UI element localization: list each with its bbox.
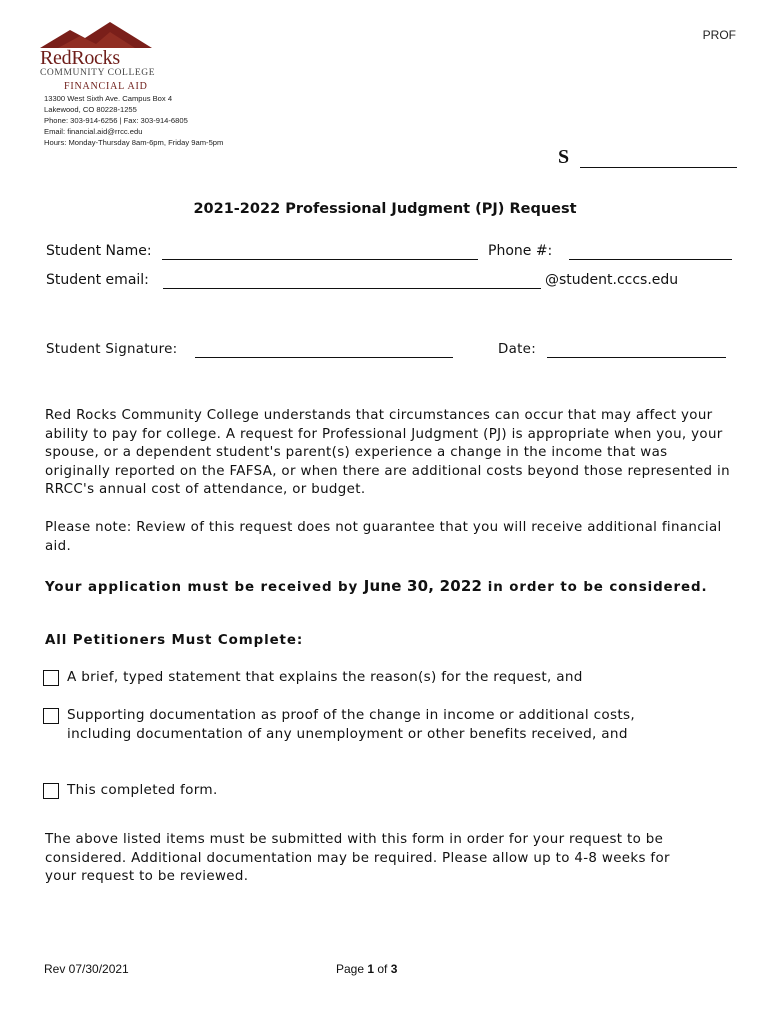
page-of: of [374,962,391,976]
logo-subtitle: COMMUNITY COLLEGE [40,68,156,78]
deadline-suffix: in order to be considered. [482,580,708,595]
address-line: Email: financial.aid@rrcc.edu [44,127,143,136]
revision-date: Rev 07/30/2021 [44,962,129,976]
closing-paragraph: The above listed items must be submitted with this form in order for your request to be considered. Additional documentation may be required. Please allow up to 4-8 weeks for your request to be reviewed. [45,832,670,884]
student-name-label: Student Name: [46,243,152,259]
signature-field[interactable] [195,357,453,358]
address-line: 13300 West Sixth Ave. Campus Box 4 [44,94,173,103]
contact-address [44,93,223,148]
date-field[interactable] [547,357,726,358]
deadline-prefix: Your application must be received by [45,580,364,595]
phone-label: Phone #: [488,243,553,259]
deadline-date: June 30, 2022 [363,577,483,595]
checklist-item-statement: A brief, typed statement that explains the reason(s) for the request, and [67,669,583,685]
page-total: 3 [390,962,398,976]
student-email-field[interactable] [163,288,541,289]
checkbox-statement[interactable] [43,670,59,686]
page-number [336,962,397,976]
s-label: S [558,146,570,168]
address-line: Lakewood, CO 80228-1255 [44,105,137,114]
page-prefix: Page [336,962,368,976]
checklist-item-documentation: Supporting documentation as proof of the change in income or additional costs, including documentation of any unemployment or other benefits received, and [67,707,636,742]
address-line: Hours: Monday-Thursday 8am-6pm, Friday 9am-5pm [44,138,224,147]
logo-name: RedRocks [40,47,120,69]
petitioners-heading: All Petitioners Must Complete: [45,633,304,648]
mountain-icon [40,22,152,48]
student-name-field[interactable] [162,259,478,260]
checkbox-documentation[interactable] [43,708,59,724]
college-logo [40,22,170,95]
date-label: Date: [498,342,537,357]
phone-field[interactable] [569,259,732,260]
logo-department: FINANCIAL AID [64,81,148,92]
student-email-label: Student email: [46,272,149,288]
note-paragraph: Please note: Review of this request does not guarantee that you will receive additional financial aid. [45,520,722,554]
page-current: 1 [367,962,375,976]
address-line: Phone: 303-914-6256 | Fax: 303-914-6805 [44,116,188,125]
email-domain: @student.cccs.edu [545,272,679,288]
signature-label: Student Signature: [46,342,178,357]
intro-paragraph: Red Rocks Community College understands that circumstances can occur that may affect your ability to pay for college. A request for Professional Judgment (PJ) is appropriate when you, your spouse, or a dependent student's parent(s) experience a change in the income that was originally reported on the FAFSA, or when there are additional costs beyond those represented in RRCC's annual cost of attendance, or budget. [45,408,730,497]
form-code: PROF [702,28,736,42]
s-field-line[interactable] [580,167,737,168]
checkbox-completed-form[interactable] [43,783,59,799]
checklist-item-completed-form: This completed form. [67,782,218,798]
page-title: 2021-2022 Professional Judgment (PJ) Request [193,201,577,217]
deadline-line [45,577,708,595]
